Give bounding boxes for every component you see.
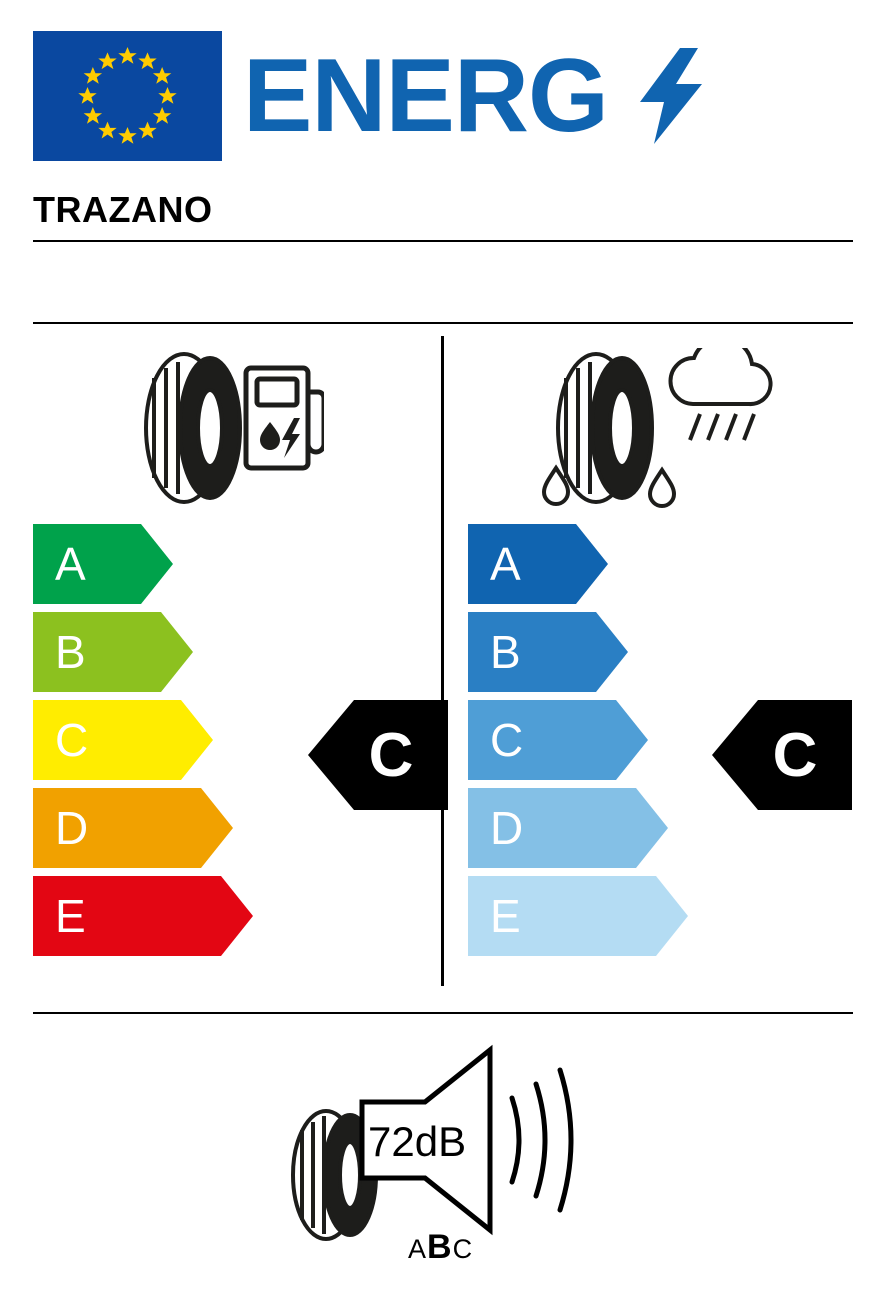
fuel-pump-tire-icon [124, 348, 324, 508]
grade-row [468, 700, 688, 780]
grade-row [33, 876, 253, 956]
wet-grip-result-badge [712, 700, 852, 810]
grade-letter: E [55, 890, 86, 942]
noise-class-scale [408, 1228, 473, 1267]
grade-row [33, 612, 253, 692]
divider-bottom [33, 1012, 853, 1014]
grade-letter: B [490, 626, 521, 678]
brand-name: TRAZANO [33, 189, 213, 230]
noise-value: 72dB [368, 1118, 467, 1165]
divider-top [33, 322, 853, 324]
grade-letter: E [490, 890, 521, 942]
divider-brand [33, 240, 853, 242]
fuel-result-letter: C [368, 720, 414, 790]
grade-row [33, 524, 253, 604]
wet-grip-scale [468, 524, 688, 964]
grade-letter: D [55, 802, 89, 854]
grade-row [33, 700, 253, 780]
grade-letter: A [490, 538, 521, 590]
grade-letter: B [55, 626, 86, 678]
grade-row [468, 876, 688, 956]
grade-letter: C [55, 714, 89, 766]
eu-stars-icon [33, 31, 222, 161]
noise-section [280, 1040, 610, 1270]
noise-class-c: C [452, 1234, 474, 1264]
lightning-bolt-icon [640, 48, 704, 144]
grade-row [468, 788, 688, 868]
wet-grip-result-letter: C [772, 720, 818, 790]
grade-row [468, 612, 688, 692]
eu-flag-icon [33, 31, 222, 161]
noise-class-a: A [408, 1234, 428, 1264]
fuel-efficiency-scale [33, 524, 253, 964]
grade-letter: A [55, 538, 86, 590]
energy-wordmark: ENERG [243, 38, 608, 154]
grade-letter: D [490, 802, 524, 854]
grade-row [33, 788, 253, 868]
noise-class-b: B [427, 1228, 453, 1266]
grade-row [468, 524, 688, 604]
grade-letter: C [490, 714, 524, 766]
divider-vertical [441, 336, 444, 986]
rain-cloud-tire-icon [534, 348, 784, 508]
fuel-result-badge [308, 700, 448, 810]
